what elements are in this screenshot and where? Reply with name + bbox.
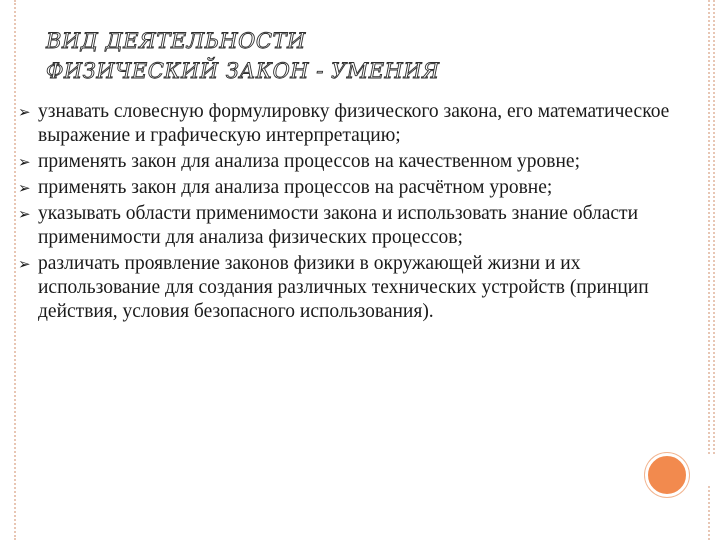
- title-line-1: ВИД ДЕЯТЕЛЬНОСТИ: [46, 29, 306, 53]
- right-decor-line: [708, 0, 710, 454]
- bullet-text: применять закон для анализа процессов на качественном уровне;: [38, 151, 581, 172]
- bullet-item: [14, 150, 694, 174]
- arrow-bullet-icon: ➢: [18, 205, 31, 223]
- right-decor-line: [713, 0, 715, 454]
- arrow-bullet-icon: ➢: [18, 255, 31, 273]
- title-line-2: ФИЗИЧЕСКИЙ ЗАКОН - УМЕНИЯ: [46, 59, 440, 83]
- bullet-text: применять закон для анализа процессов на расчётном уровне;: [38, 177, 553, 198]
- bullet-item: [14, 252, 694, 324]
- right-decor-line: [708, 486, 710, 540]
- bullet-item: [14, 100, 694, 148]
- arrow-bullet-icon: ➢: [18, 103, 31, 121]
- bullet-item: [14, 176, 694, 200]
- decor-circle: [645, 453, 689, 497]
- slide-title: [46, 26, 666, 86]
- arrow-bullet-icon: ➢: [18, 179, 31, 197]
- bullet-text: указывать области применимости закона и использовать знание области применимости для анализа физических процессов;: [38, 203, 639, 248]
- bullet-text: узнавать словесную формулировку физического закона, его математическое выражение и графическую интерпретацию;: [38, 101, 670, 146]
- bullet-item: [14, 202, 694, 250]
- arrow-bullet-icon: ➢: [18, 153, 31, 171]
- bullet-list: [14, 100, 694, 326]
- bullet-text: различать проявление законов физики в окружающей жизни и их использование для создания различных технических устройств (принцип действия, условия безопасного использования).: [38, 253, 649, 322]
